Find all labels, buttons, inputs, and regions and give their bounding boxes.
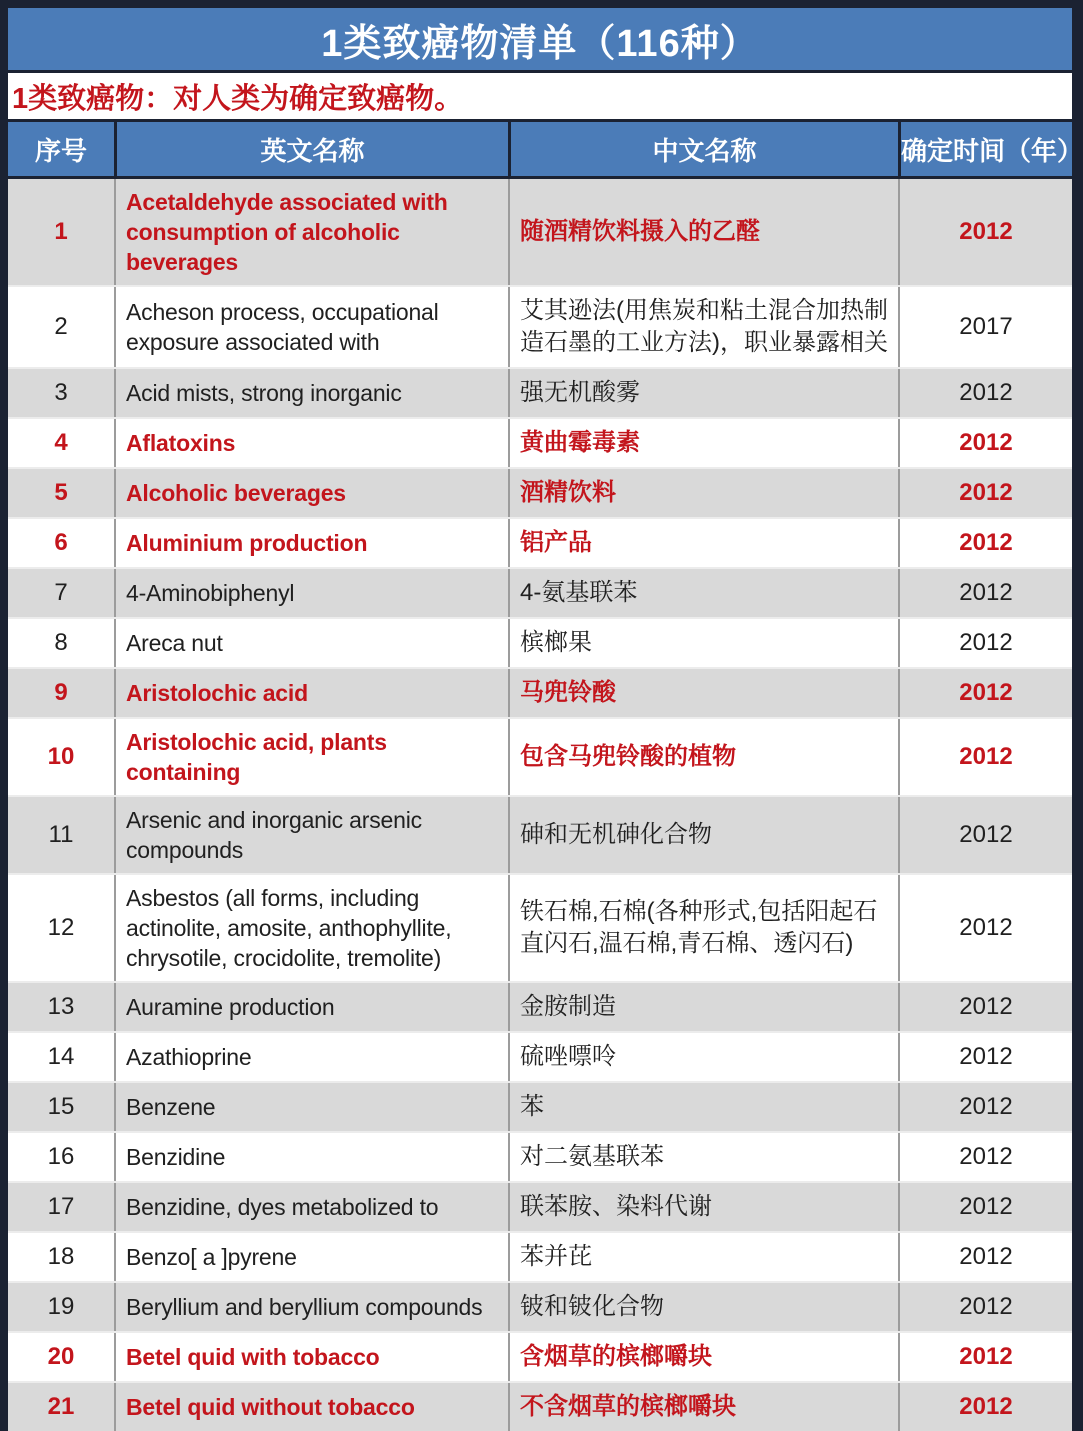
header-cell-english-name: 英文名称: [114, 122, 508, 176]
english-name: Benzene: [114, 1083, 508, 1131]
english-name: Benzidine, dyes metabolized to: [114, 1183, 508, 1231]
chinese-name: 苯并芘: [508, 1233, 898, 1281]
chinese-name: 金胺制造: [508, 983, 898, 1031]
year-confirmed: 2012: [898, 369, 1072, 417]
chinese-name: 不含烟草的槟榔嚼块: [508, 1383, 898, 1431]
header-cell-chinese-name: 中文名称: [508, 122, 898, 176]
row-number: 5: [54, 479, 68, 506]
english-name: Arsenic and inorganic arsenic compounds: [114, 797, 508, 873]
chinese-name: 包含马兜铃酸的植物: [508, 719, 898, 795]
year-confirmed: 2012: [898, 1383, 1072, 1431]
chinese-name: 硫唑嘌呤: [508, 1033, 898, 1081]
table-row: [8, 795, 1072, 873]
chinese-name: 对二氨基联苯: [508, 1133, 898, 1181]
title-bar: [8, 8, 1072, 70]
english-name: Alcoholic beverages: [114, 469, 508, 517]
english-name: Beryllium and beryllium compounds: [114, 1283, 508, 1331]
row-number: 6: [54, 529, 68, 556]
page-title: 1类致癌物清单（116种）: [321, 22, 759, 65]
english-name: Areca nut: [114, 619, 508, 667]
english-name: Benzidine: [114, 1133, 508, 1181]
year-confirmed: 2012: [898, 1133, 1072, 1181]
row-number: 4: [54, 429, 68, 456]
chinese-name: 马兜铃酸: [508, 669, 898, 717]
chinese-name: 强无机酸雾: [508, 369, 898, 417]
table-row: [8, 1231, 1072, 1281]
table-row: [8, 1331, 1072, 1381]
table-row: [8, 717, 1072, 795]
english-name: Azathioprine: [114, 1033, 508, 1081]
year-confirmed: 2012: [898, 619, 1072, 667]
subtitle-bar: [8, 73, 1072, 119]
header-cell-number: 序号: [34, 135, 87, 166]
table-row: [8, 467, 1072, 517]
row-number: 3: [54, 379, 68, 406]
year-confirmed: 2012: [898, 469, 1072, 517]
chinese-name: 黄曲霉毒素: [508, 419, 898, 467]
english-name: Aristolochic acid, plants containing: [114, 719, 508, 795]
english-name: Auramine production: [114, 983, 508, 1031]
table-row: [8, 1131, 1072, 1181]
page-subtitle: 1类致癌物：对人类为确定致癌物。: [12, 82, 464, 115]
year-confirmed: 2012: [898, 1283, 1072, 1331]
year-confirmed: 2012: [898, 797, 1072, 873]
chinese-name: 艾其逊法(用焦炭和粘土混合加热制造石墨的工业方法)，职业暴露相关: [508, 287, 898, 367]
table-row: [8, 617, 1072, 667]
year-confirmed: 2012: [898, 875, 1072, 981]
year-confirmed: 2012: [898, 1183, 1072, 1231]
year-confirmed: 2012: [898, 569, 1072, 617]
english-name: Betel quid without tobacco: [114, 1383, 508, 1431]
year-confirmed: 2012: [898, 419, 1072, 467]
row-number: 18: [47, 1243, 75, 1270]
row-number: 2: [54, 313, 68, 340]
row-number: 1: [54, 218, 68, 245]
chinese-name: 酒精饮料: [508, 469, 898, 517]
row-number: 16: [47, 1143, 75, 1170]
row-number: 14: [47, 1043, 75, 1070]
chinese-name: 随酒精饮料摄入的乙醛: [508, 179, 898, 285]
chinese-name: 铁石棉,石棉(各种形式,包括阳起石直闪石,温石棉,青石棉、透闪石): [508, 875, 898, 981]
table-header-row: [8, 122, 1083, 179]
row-number: 10: [47, 743, 75, 770]
english-name: Aristolochic acid: [114, 669, 508, 717]
english-name: Aluminium production: [114, 519, 508, 567]
table-row: [8, 1031, 1072, 1081]
year-confirmed: 2012: [898, 1333, 1072, 1381]
chinese-name: 含烟草的槟榔嚼块: [508, 1333, 898, 1381]
carcinogen-table: [8, 122, 1083, 1431]
table-row: [8, 873, 1072, 981]
year-confirmed: 2012: [898, 1033, 1072, 1081]
table-body: [8, 179, 1072, 1431]
row-number: 15: [47, 1093, 75, 1120]
year-confirmed: 2012: [898, 669, 1072, 717]
table-row: [8, 567, 1072, 617]
chinese-name: 苯: [508, 1083, 898, 1131]
english-name: Acid mists, strong inorganic: [114, 369, 508, 417]
chinese-name: 联苯胺、染料代谢: [508, 1183, 898, 1231]
row-number: 9: [54, 679, 68, 706]
english-name: Asbestos (all forms, including actinolite, amosite, anthophyllite, chrysotile, crocidolite, tremolite): [114, 875, 508, 981]
english-name: Benzo[ a ]pyrene: [114, 1233, 508, 1281]
table-row: [8, 517, 1072, 567]
chinese-name: 铍和铍化合物: [508, 1283, 898, 1331]
row-number: 13: [47, 993, 75, 1020]
chinese-name: 4-氨基联苯: [508, 569, 898, 617]
header-cell-year: 确定时间（年）: [898, 122, 1072, 176]
english-name: Acheson process, occupational exposure associated with: [114, 287, 508, 367]
table-row: [8, 1181, 1072, 1231]
year-confirmed: 2017: [898, 287, 1072, 367]
english-name: Aflatoxins: [114, 419, 508, 467]
table-row: [8, 179, 1072, 285]
table-row: [8, 1081, 1072, 1131]
row-number: 11: [48, 821, 74, 848]
year-confirmed: 2012: [898, 519, 1072, 567]
chinese-name: 砷和无机砷化合物: [508, 797, 898, 873]
table-row: [8, 367, 1072, 417]
english-name: 4-Aminobiphenyl: [114, 569, 508, 617]
row-number: 8: [54, 629, 68, 656]
row-number: 21: [47, 1393, 75, 1420]
table-row: [8, 417, 1072, 467]
table-row: [8, 667, 1072, 717]
year-confirmed: 2012: [898, 983, 1072, 1031]
row-number: 20: [47, 1343, 75, 1370]
year-confirmed: 2012: [898, 719, 1072, 795]
year-confirmed: 2012: [898, 1083, 1072, 1131]
table-row: [8, 1381, 1072, 1431]
chinese-name: 槟榔果: [508, 619, 898, 667]
row-number: 19: [47, 1293, 75, 1320]
row-number: 7: [54, 579, 68, 606]
table-row: [8, 285, 1072, 367]
year-confirmed: 2012: [898, 1233, 1072, 1281]
english-name: Acetaldehyde associated with consumption of alcoholic beverages: [114, 179, 508, 285]
row-number: 17: [47, 1193, 75, 1220]
chinese-name: 铝产品: [508, 519, 898, 567]
year-confirmed: 2012: [898, 179, 1072, 285]
table-row: [8, 981, 1072, 1031]
row-number: 12: [47, 914, 75, 941]
table-row: [8, 1281, 1072, 1331]
english-name: Betel quid with tobacco: [114, 1333, 508, 1381]
